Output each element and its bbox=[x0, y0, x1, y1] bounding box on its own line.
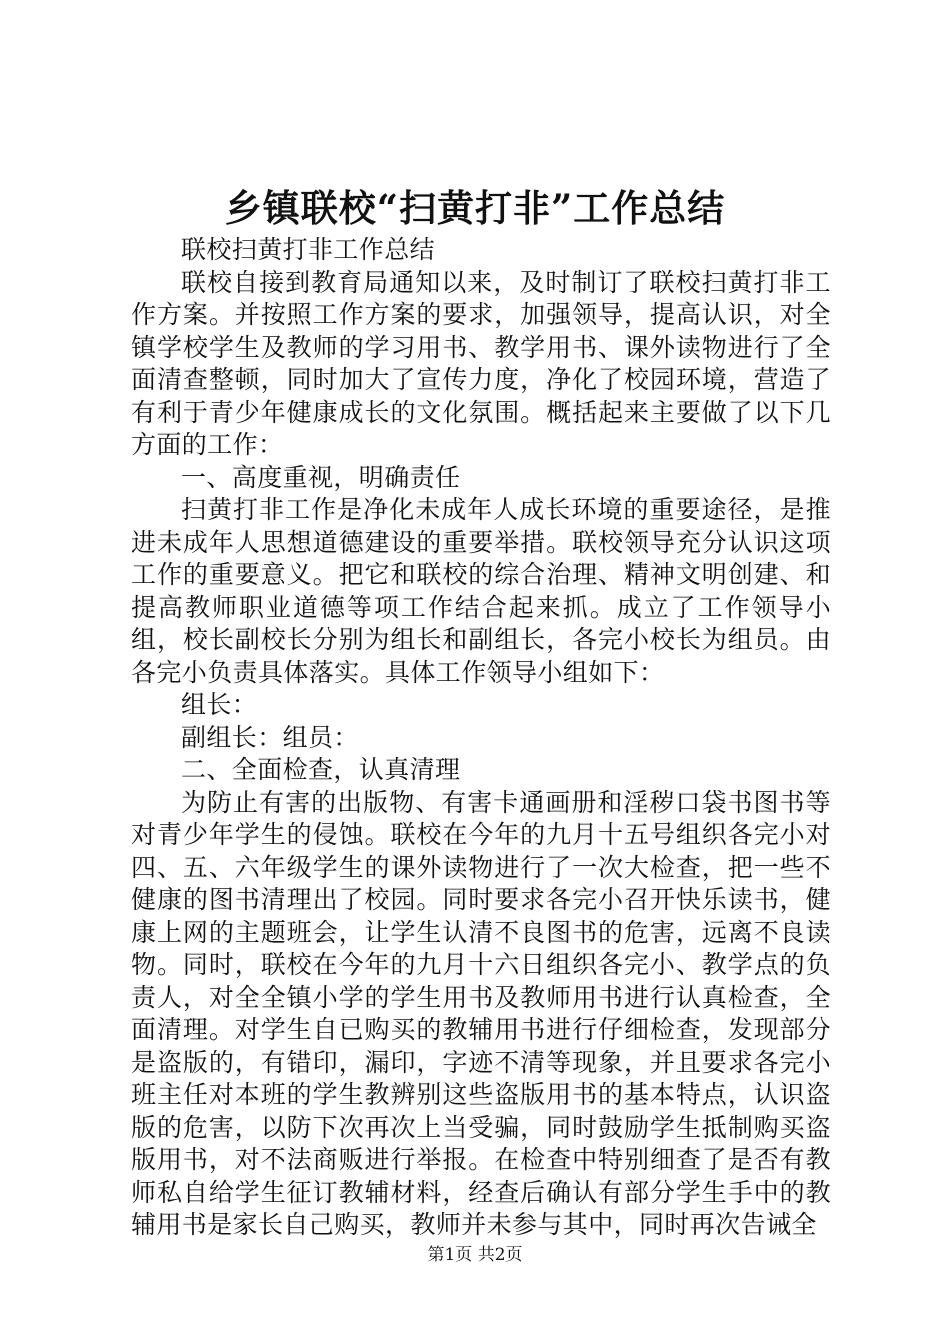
section-heading-2: 二、全面检查，认真清理 bbox=[181, 755, 461, 784]
paragraph-subtitle: 联校扫黄打非工作总结 bbox=[181, 235, 436, 264]
page-footer: 第1页 共2页 bbox=[427, 1245, 523, 1265]
paragraph-section-1: 扫黄打非工作是净化未成年人成长环境的重要途径，是推进未成年人思想道德建设的重要举措。联校领导充分认识这项工作的重要意义。把它和联校的综合治理、精神文明创建、和提高教师职业道德等项工作结合起来抓。成立了工作领导小组，校长副校长分别为组长和副组长，各完小校长为组员。由各完小负责具体落实。具体工作领导小组如下： bbox=[131, 495, 831, 687]
document-title: 乡镇联校“扫黄打非”工作总结 bbox=[224, 186, 726, 230]
paragraph-section-2: 为防止有害的出版物、有害卡通画册和淫秽口袋书图书等对青少年学生的侵蚀。联校在今年的九月十五号组织各完小对四、五、六年级学生的课外读物进行了一次大检查，把一些不健康的图书清理出了校园。同时要求各完小召开快乐读书，健康上网的主题班会，让学生认清不良图书的危害，远离不良读物。同时，联校在今年的九月十六日组织各完小、教学点的负责人，对全全镇小学的学生用书及教师用书进行认真检查，全面清理。对学生自已购买的教辅用书进行仔细检查，发现部分是盗版的，有错印，漏印，字迹不清等现象，并且要求各完小班主任对本班的学生教辨别这些盗版用书的基本特点，认识盗版的危害，以防下次再次上当受骗，同时鼓励学生抵制购买盗版用书，对不法商贩进行举报。在检查中特别细查了是否有教师私自给学生征订教辅材料，经查后确认有部分学生手中的教辅用书是家长自己购买，教师并未参与其中，同时再次告诫全 bbox=[131, 787, 831, 1239]
paragraph-intro: 联校自接到教育局通知以来，及时制订了联校扫黄打非工作方案。并按照工作方案的要求，加强领导，提高认识，对全镇学校学生及教师的学习用书、教学用书、课外读物进行了全面清查整顿，同时加大了宣传力度，净化了校园环境，营造了有利于青少年健康成长的文化氛围。概括起来主要做了以下几方面的工作： bbox=[131, 267, 831, 459]
document-body bbox=[131, 234, 831, 1242]
paragraph-group-leader: 组长： bbox=[181, 690, 258, 719]
section-heading-1: 一、高度重视，明确责任 bbox=[181, 462, 461, 492]
paragraph-deputy-members: 副组长：组员： bbox=[181, 722, 359, 752]
